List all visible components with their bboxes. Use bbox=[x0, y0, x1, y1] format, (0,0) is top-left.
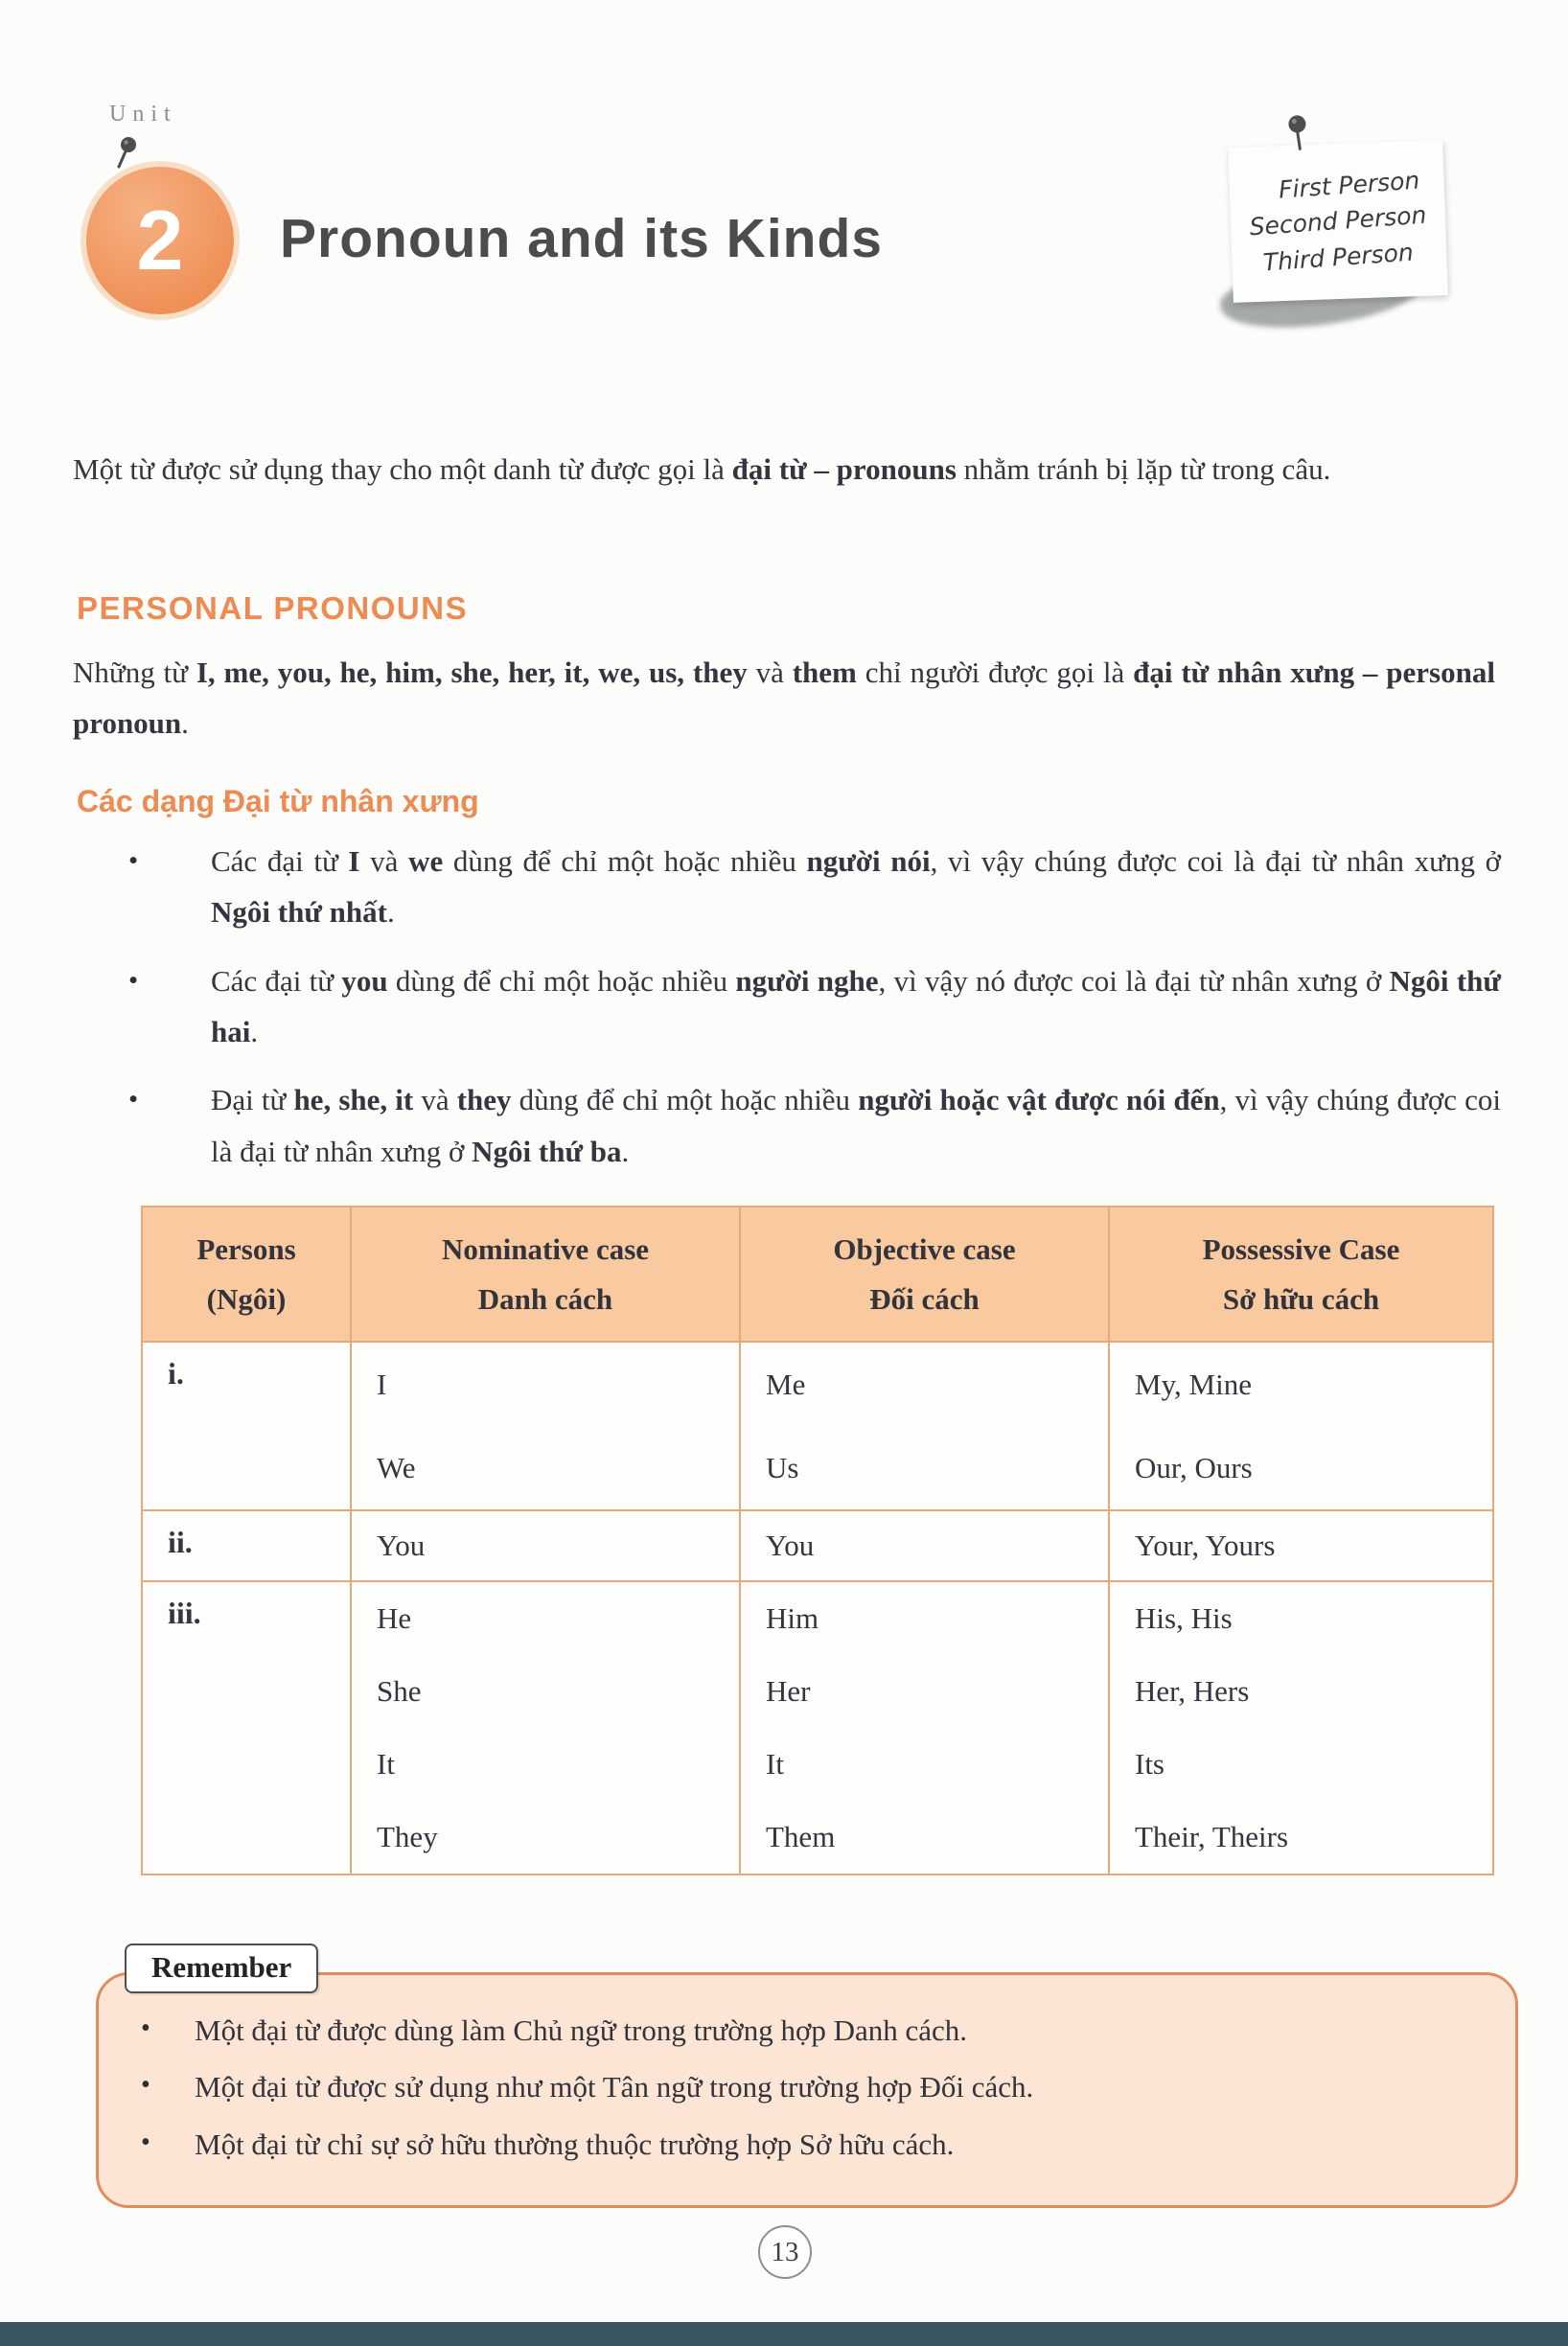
table-header-possessive bbox=[1108, 1208, 1492, 1341]
table-header-row bbox=[143, 1208, 1492, 1341]
section-heading-personal-pronouns: PERSONAL PRONOUNS bbox=[77, 590, 469, 626]
table-cell-entry: I bbox=[377, 1367, 387, 1401]
table-cell-entry: You bbox=[766, 1529, 815, 1562]
person-label: iii. bbox=[168, 1596, 201, 1630]
unit-number-badge bbox=[81, 161, 240, 320]
nominative-cell bbox=[350, 1511, 739, 1580]
remember-label: Remember bbox=[125, 1944, 318, 1993]
remember-list bbox=[99, 2012, 1515, 2164]
pronoun-table bbox=[141, 1206, 1494, 1875]
intro-paragraph: Một từ được sử dụng thay cho một danh từ được gọi là đại từ – pronouns nhằm tránh bị lặp từ trong câu. bbox=[73, 452, 1331, 486]
table-cell-entry: She bbox=[377, 1674, 422, 1708]
sticky-note-line: Third Person bbox=[1261, 238, 1415, 277]
remember-item: • Một đại từ chỉ sự sở hữu thường thuộc trường hợp Sở hữu cách. bbox=[99, 2126, 1515, 2164]
page-title: Pronoun and its Kinds bbox=[280, 208, 883, 269]
header-vi: Danh cách bbox=[477, 1281, 613, 1316]
list-item bbox=[73, 1074, 1501, 1177]
table-cell-entry: It bbox=[377, 1747, 395, 1781]
page-number-badge bbox=[758, 2225, 812, 2279]
possessive-cell bbox=[1108, 1582, 1492, 1874]
table-header-nominative bbox=[350, 1208, 739, 1341]
person-label: i. bbox=[168, 1356, 184, 1391]
pronoun-forms-list bbox=[73, 836, 1501, 1194]
sticky-note-paper bbox=[1228, 140, 1448, 303]
table-cell-entry: Her, Hers bbox=[1135, 1674, 1250, 1708]
list-item bbox=[73, 955, 1501, 1058]
table-cell-entry: You bbox=[377, 1529, 426, 1562]
sticky-note bbox=[1228, 140, 1448, 303]
remember-box bbox=[96, 1972, 1518, 2208]
list-item-text: Các đại từ I và we dùng để chỉ một hoặc nhiều người nói, vì vậy chúng được coi là đại từ nhân xưng ở Ngôi thứ nhất. bbox=[211, 844, 1502, 930]
table-cell-entry: Him bbox=[766, 1601, 819, 1635]
header-vi: Sở hữu cách bbox=[1222, 1281, 1380, 1316]
possessive-cell bbox=[1108, 1343, 1492, 1509]
remember-item: • Một đại từ được dùng làm Chủ ngữ trong trường hợp Danh cách. bbox=[99, 2012, 1515, 2050]
possessive-cell bbox=[1108, 1511, 1492, 1580]
sticky-note-line: First Person bbox=[1278, 166, 1421, 204]
table-row-third-person bbox=[143, 1580, 1492, 1874]
list-item bbox=[73, 836, 1501, 938]
table-cell-entry: Us bbox=[766, 1450, 799, 1484]
list-item-text: Đại từ he, she, it và they dùng để chỉ một hoặc nhiều người hoặc vật được nói đến, vì vậy chúng được coi là đại từ nhân xưng ở Ngôi thứ ba. bbox=[211, 1083, 1502, 1168]
header-vi: Đối cách bbox=[869, 1281, 980, 1316]
table-cell-entry: It bbox=[766, 1747, 784, 1781]
objective-cell bbox=[739, 1511, 1108, 1580]
table-cell-entry: He bbox=[377, 1601, 412, 1635]
bottom-edge-bar bbox=[0, 2322, 1568, 2346]
table-cell-entry: Our, Ours bbox=[1135, 1450, 1253, 1484]
table-cell-entry: They bbox=[377, 1820, 438, 1853]
objective-cell bbox=[739, 1343, 1108, 1509]
table-cell-entry: Her bbox=[766, 1674, 811, 1708]
table-cell-entry: Their, Theirs bbox=[1135, 1820, 1289, 1853]
unit-label: Unit bbox=[109, 102, 177, 126]
table-cell-entry: Your, Yours bbox=[1135, 1529, 1276, 1562]
header-vi: (Ngôi) bbox=[206, 1281, 287, 1316]
header-en: Persons bbox=[196, 1231, 296, 1266]
header-en: Objective case bbox=[833, 1231, 1016, 1266]
header-en: Nominative case bbox=[441, 1231, 650, 1266]
table-cell-entry: We bbox=[377, 1450, 416, 1484]
table-row-first-person bbox=[143, 1341, 1492, 1509]
personal-pronouns-paragraph: Những từ I, me, you, he, him, she, her, it, we, us, they và them chỉ người được gọi là đại từ nhân xưng – personal pronoun. bbox=[73, 656, 1495, 740]
pushpin-icon bbox=[1282, 112, 1312, 151]
table-row-second-person bbox=[143, 1509, 1492, 1580]
table-cell-entry: My, Mine bbox=[1135, 1367, 1252, 1401]
nominative-cell bbox=[350, 1582, 739, 1874]
header-en: Possessive Case bbox=[1202, 1231, 1400, 1266]
list-item-text: Các đại từ you dùng để chỉ một hoặc nhiều người nghe, vì vậy nó được coi là đại từ nhân xưng ở Ngôi thứ hai. bbox=[211, 963, 1502, 1048]
sticky-note-line: Second Person bbox=[1248, 200, 1428, 242]
nominative-cell bbox=[350, 1343, 739, 1509]
page-number: 13 bbox=[771, 2236, 799, 2267]
table-header-persons bbox=[143, 1208, 350, 1341]
table-cell-entry: His, His bbox=[1135, 1601, 1233, 1635]
table-cell-entry: Them bbox=[766, 1820, 836, 1853]
remember-item: • Một đại từ được sử dụng như một Tân ngữ trong trường hợp Đối cách. bbox=[99, 2068, 1515, 2106]
table-cell-entry: Its bbox=[1135, 1747, 1164, 1781]
person-label: ii. bbox=[168, 1525, 193, 1559]
objective-cell bbox=[739, 1582, 1108, 1874]
subsection-heading-forms: Các dạng Đại từ nhân xưng bbox=[77, 784, 479, 818]
unit-number: 2 bbox=[136, 193, 184, 288]
table-header-objective bbox=[739, 1208, 1108, 1341]
table-cell-entry: Me bbox=[766, 1367, 806, 1401]
